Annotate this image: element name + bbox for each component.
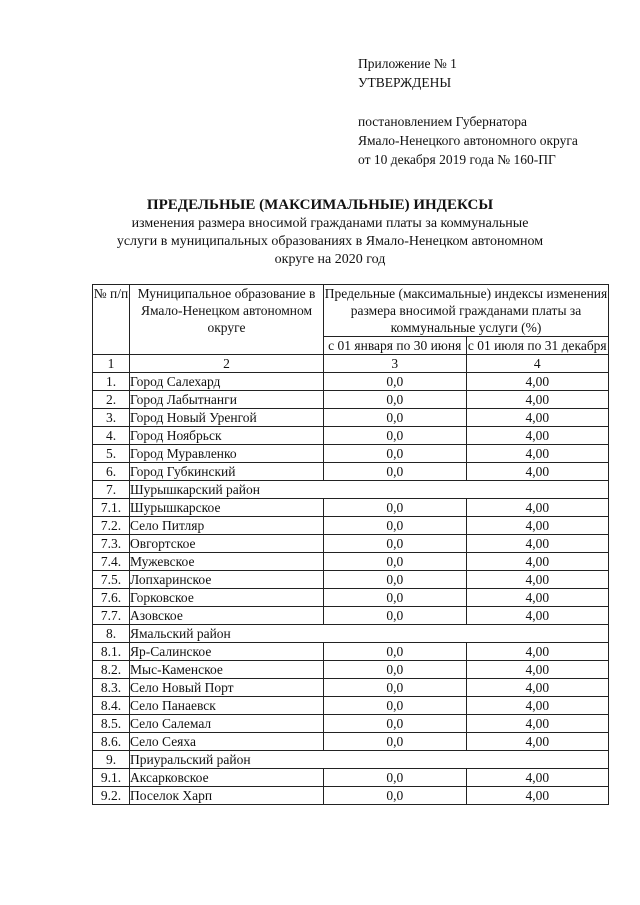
index-period-1: 0,0 [324, 535, 467, 553]
table-row [93, 373, 609, 391]
header-period-1: с 01 января по 30 июня [324, 337, 467, 355]
approved-label: УТВЕРЖДЕНЫ [358, 75, 452, 90]
municipality-name: Город Новый Уренгой [130, 409, 324, 427]
table-row [93, 445, 609, 463]
index-period-2: 4,00 [466, 607, 609, 625]
document-subtitle: изменения размера вносимой гражданами платы за коммунальные услуги в муниципальных образованиях в Ямало-Ненецком автономном округе на 2020 год [116, 216, 544, 267]
district-name: Ямальский район [130, 625, 609, 643]
table-row [93, 499, 609, 517]
row-number: 5. [93, 445, 130, 463]
row-number: 8. [93, 625, 130, 643]
table-row [93, 679, 609, 697]
index-period-2: 4,00 [466, 643, 609, 661]
row-number: 7.7. [93, 607, 130, 625]
table-row [93, 643, 609, 661]
table-row [93, 715, 609, 733]
municipality-name: Город Салехард [130, 373, 324, 391]
index-period-2: 4,00 [466, 715, 609, 733]
municipality-name: Город Муравленко [130, 445, 324, 463]
row-number: 8.2. [93, 661, 130, 679]
index-period-2: 4,00 [466, 517, 609, 535]
index-period-1: 0,0 [324, 463, 467, 481]
municipality-name: Аксарковское [130, 769, 324, 787]
index-period-1: 0,0 [324, 409, 467, 427]
index-period-2: 4,00 [466, 571, 609, 589]
row-number: 7.5. [93, 571, 130, 589]
index-period-1: 0,0 [324, 607, 467, 625]
district-name: Шурышкарский район [130, 481, 609, 499]
municipality-name: Город Лабытнанги [130, 391, 324, 409]
row-number: 8.5. [93, 715, 130, 733]
municipality-name: Город Губкинский [130, 463, 324, 481]
column-number-3: 3 [324, 355, 467, 373]
index-period-1: 0,0 [324, 499, 467, 517]
table-row [93, 607, 609, 625]
district-name: Приуральский район [130, 751, 609, 769]
appendix-block [358, 54, 578, 169]
index-period-2: 4,00 [466, 427, 609, 445]
index-period-2: 4,00 [466, 553, 609, 571]
index-period-1: 0,0 [324, 715, 467, 733]
header-indices-group: Предельные (максимальные) индексы изменения размера вносимой гражданами платы за коммунальные услуги (%) [324, 286, 608, 335]
column-number-4: 4 [466, 355, 609, 373]
municipality-name: Село Питляр [130, 517, 324, 535]
table-body [93, 373, 609, 805]
municipality-name: Мужевское [130, 553, 324, 571]
table-row [93, 391, 609, 409]
municipality-name: Город Ноябрьск [130, 427, 324, 445]
table-row [93, 535, 609, 553]
table-row [93, 661, 609, 679]
document-title: ПРЕДЕЛЬНЫЕ (МАКСИМАЛЬНЫЕ) ИНДЕКСЫ [146, 197, 494, 213]
row-number: 8.3. [93, 679, 130, 697]
column-number-2: 2 [130, 355, 324, 373]
index-period-1: 0,0 [324, 373, 467, 391]
row-number: 4. [93, 427, 130, 445]
row-number: 7.3. [93, 535, 130, 553]
municipality-name: Яр-Салинское [130, 643, 324, 661]
table-row [93, 427, 609, 445]
index-period-1: 0,0 [324, 769, 467, 787]
row-number: 7.1. [93, 499, 130, 517]
index-period-1: 0,0 [324, 787, 467, 805]
index-period-2: 4,00 [466, 769, 609, 787]
approval-line-1: постановлением Губернатора [358, 114, 527, 129]
table-row [93, 769, 609, 787]
table-row [93, 787, 609, 805]
row-number: 6. [93, 463, 130, 481]
row-number: 8.1. [93, 643, 130, 661]
index-period-2: 4,00 [466, 733, 609, 751]
index-period-1: 0,0 [324, 517, 467, 535]
indices-table [92, 284, 609, 805]
municipality-name: Азовское [130, 607, 324, 625]
municipality-name: Горковское [130, 589, 324, 607]
index-period-1: 0,0 [324, 553, 467, 571]
index-period-2: 4,00 [466, 697, 609, 715]
row-number: 8.6. [93, 733, 130, 751]
row-number: 1. [93, 373, 130, 391]
index-period-2: 4,00 [466, 589, 609, 607]
approval-line-2: Ямало-Ненецкого автономного округа [358, 133, 578, 148]
appendix-number: Приложение № 1 [358, 56, 457, 71]
municipality-name: Лопхаринское [130, 571, 324, 589]
header-period-2: с 01 июля по 31 декабря [467, 338, 607, 353]
table-row [93, 517, 609, 535]
table-row [93, 733, 609, 751]
column-number-1: 1 [93, 355, 130, 373]
municipality-name: Село Салемал [130, 715, 324, 733]
municipality-name: Село Панаевск [130, 697, 324, 715]
row-number: 3. [93, 409, 130, 427]
header-num: № п/п [93, 285, 130, 355]
index-period-2: 4,00 [466, 679, 609, 697]
approval-line-3: от 10 декабря 2019 года № 160-ПГ [358, 152, 556, 167]
index-period-2: 4,00 [466, 391, 609, 409]
index-period-1: 0,0 [324, 391, 467, 409]
index-period-2: 4,00 [466, 409, 609, 427]
district-row [93, 625, 609, 643]
row-number: 9. [93, 751, 130, 769]
table-row [93, 571, 609, 589]
index-period-2: 4,00 [466, 373, 609, 391]
row-number: 7.4. [93, 553, 130, 571]
index-period-1: 0,0 [324, 679, 467, 697]
table-row [93, 589, 609, 607]
index-period-2: 4,00 [466, 445, 609, 463]
municipality-name: Село Сеяха [130, 733, 324, 751]
row-number: 9.2. [93, 787, 130, 805]
district-row [93, 751, 609, 769]
index-period-1: 0,0 [324, 697, 467, 715]
table-row [93, 553, 609, 571]
table-row [93, 463, 609, 481]
row-number: 7. [93, 481, 130, 499]
index-period-1: 0,0 [324, 661, 467, 679]
index-period-1: 0,0 [324, 589, 467, 607]
index-period-2: 4,00 [466, 787, 609, 805]
index-period-1: 0,0 [324, 733, 467, 751]
row-number: 2. [93, 391, 130, 409]
index-period-2: 4,00 [466, 499, 609, 517]
row-number: 7.2. [93, 517, 130, 535]
header-municipality: Муниципальное образование в Ямало-Ненецком автономном округе [130, 285, 324, 355]
municipality-name: Село Новый Порт [130, 679, 324, 697]
row-number: 8.4. [93, 697, 130, 715]
municipality-name: Поселок Харп [130, 787, 324, 805]
row-number: 9.1. [93, 769, 130, 787]
table-row [93, 697, 609, 715]
municipality-name: Овгортское [130, 535, 324, 553]
row-number: 7.6. [93, 589, 130, 607]
index-period-1: 0,0 [324, 571, 467, 589]
index-period-1: 0,0 [324, 445, 467, 463]
municipality-name: Шурышкарское [130, 499, 324, 517]
municipality-name: Мыс-Каменское [130, 661, 324, 679]
index-period-2: 4,00 [466, 535, 609, 553]
index-period-2: 4,00 [466, 661, 609, 679]
index-period-2: 4,00 [466, 463, 609, 481]
district-row [93, 481, 609, 499]
index-period-1: 0,0 [324, 643, 467, 661]
index-period-1: 0,0 [324, 427, 467, 445]
table-row [93, 409, 609, 427]
